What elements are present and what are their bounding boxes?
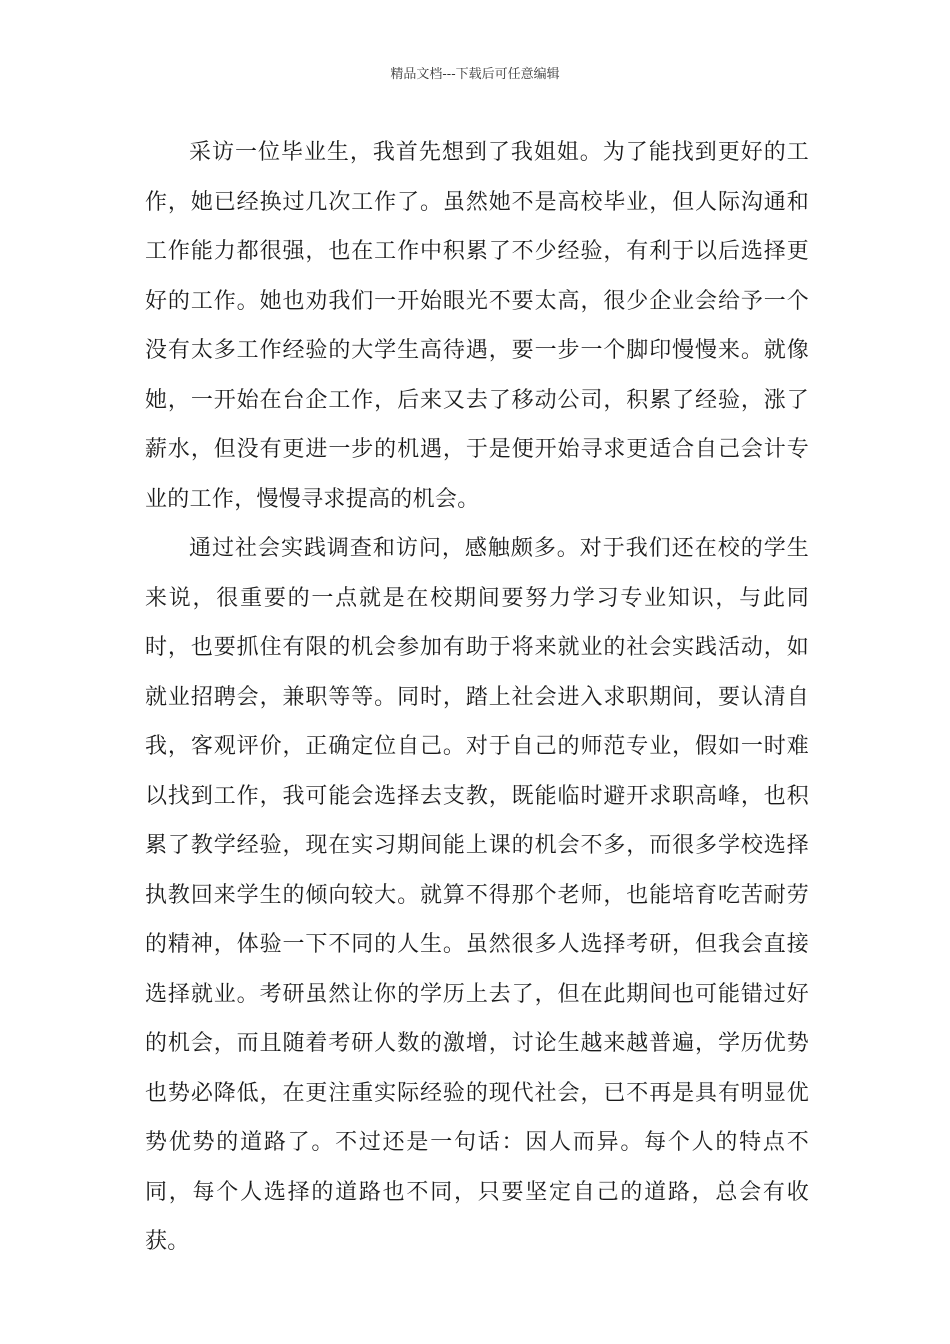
paragraph-2: 通过社会实践调查和访问，感触颇多。对于我们还在校的学生来说，很重要的一点就是在校期间要努力学习专业知识，与此同时，也要抓住有限的机会参加有助于将来就业的社会实践活动，如就业招聘会，兼职等等。同时，踏上社会进入求职期间，要认清自我，客观评价，正确定位自己。对于自己的师范专业，假如一时难以找到工作，我可能会选择去支教，既能临时避开求职高峰，也积累了教学经验，现在实习期间能上课的机会不多，而很多学校选择执教回来学生的倾向较大。就算不得那个老师，也能培育吃苦耐劳的精神，体验一下不同的人生。虽然很多人选择考研，但我会直接选择就业。考研虽然让你的学历上去了，但在此期间也可能错过好的机会，而且随着考研人数的激增，讨论生越来越普遍，学历优势也势必降低，在更注重实际经验的现代社会，已不再是具有明显优势优势的道路了。不过还是一句话：因人而异。每个人的特点不同，每个人选择的道路也不同，只要坚定自己的道路，总会有收获。 [145,536,809,1254]
document-body [145,128,809,1267]
paragraph-1: 采访一位毕业生，我首先想到了我姐姐。为了能找到更好的工作，她已经换过几次工作了。虽然她不是高校毕业，但人际沟通和工作能力都很强，也在工作中积累了不少经验，有利于以后选择更好的工作。她也劝我们一开始眼光不要太高，很少企业会给予一个没有太多工作经验的大学生高待遇，要一步一个脚印慢慢来。就像她，一开始在台企工作，后来又去了移动公司，积累了经验，涨了薪水，但没有更进一步的机遇，于是便开始寻求更适合自己会计专业的工作，慢慢寻求提高的机会。 [145,140,809,512]
page-header: 精品文档---下载后可任意编辑 [390,67,560,82]
